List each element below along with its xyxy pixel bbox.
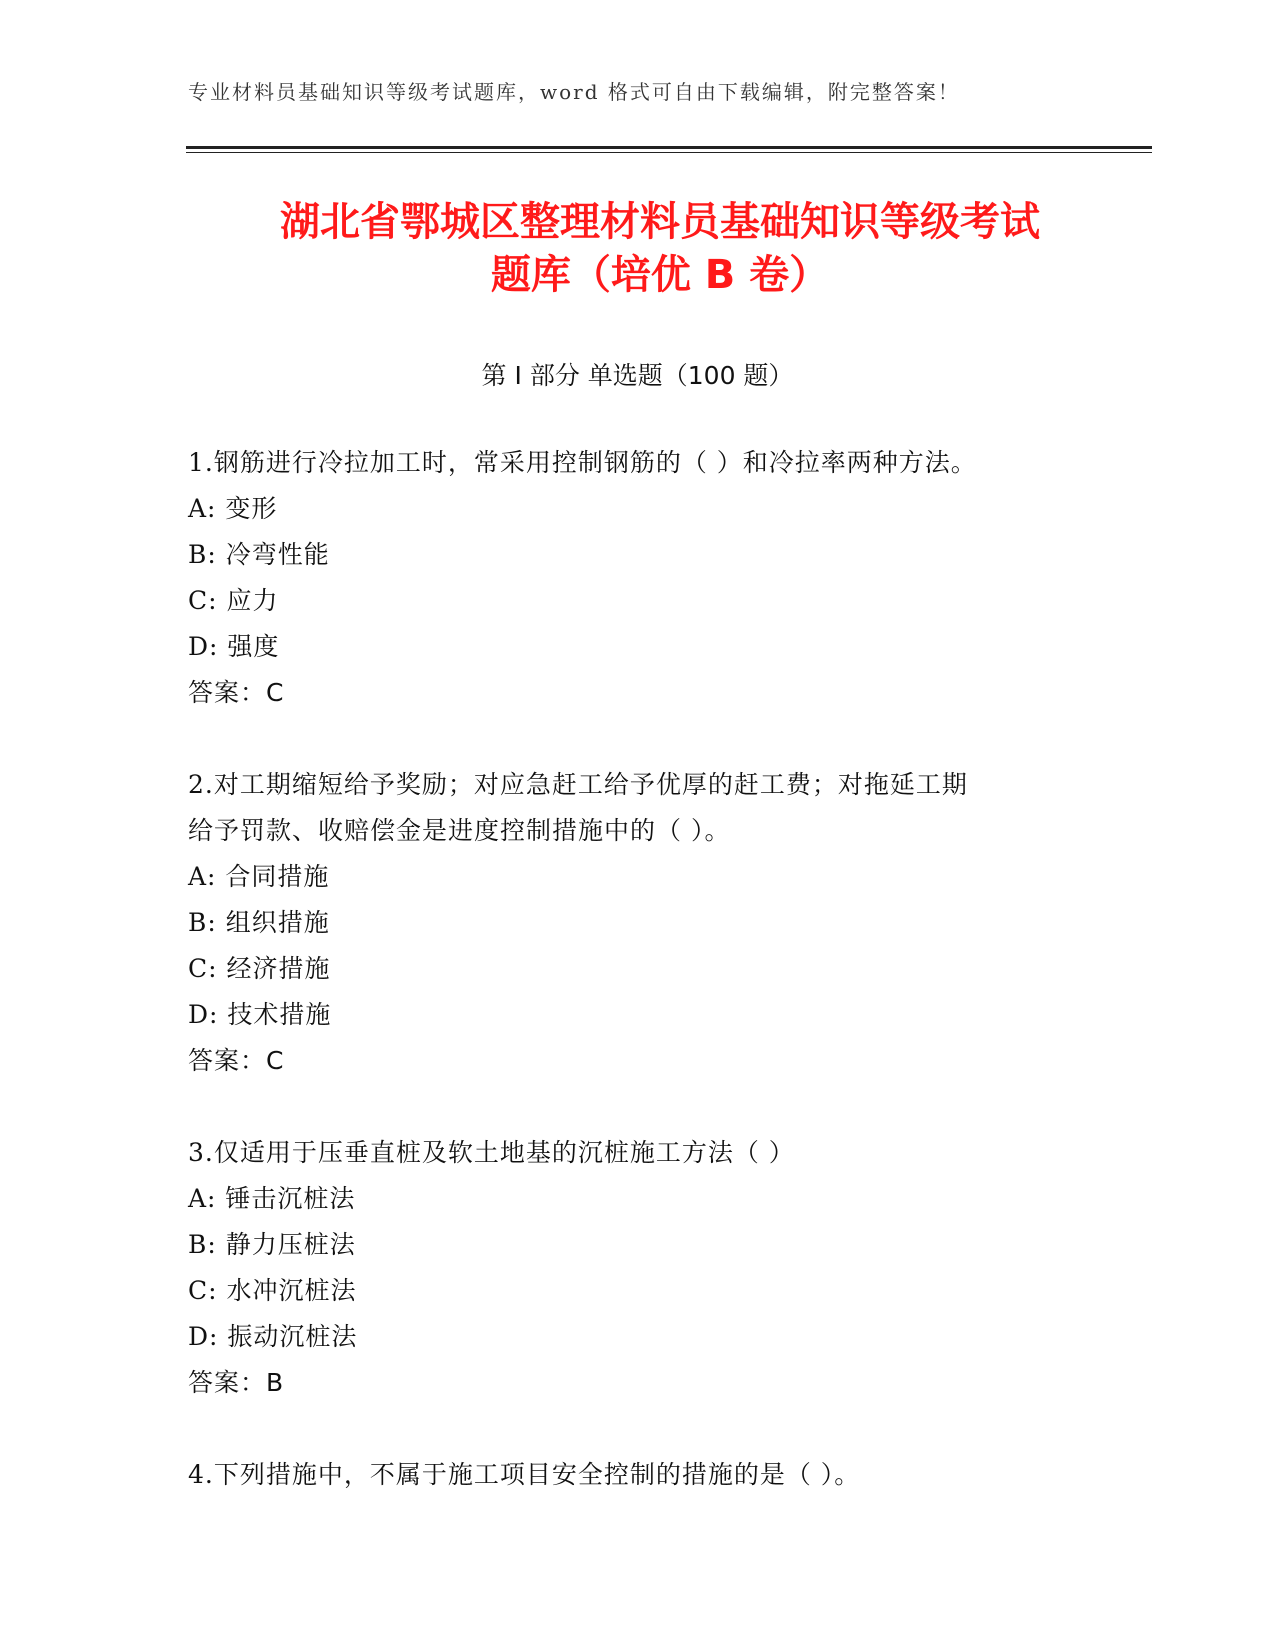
option-d: D: 强度 bbox=[188, 632, 280, 661]
question-3 bbox=[188, 1130, 1088, 1406]
question-2 bbox=[188, 762, 1088, 1084]
title-line-1: 湖北省鄂城区整理材料员基础知识等级考试 bbox=[280, 199, 1040, 245]
option-a: A: 变形 bbox=[188, 494, 278, 523]
option-d: D: 技术措施 bbox=[188, 1000, 332, 1029]
option-d: D: 振动沉桩法 bbox=[188, 1322, 358, 1351]
document-title bbox=[160, 196, 1160, 302]
question-text-line-2: 给予罚款、收赔偿金是进度控制措施中的（ ）。 bbox=[188, 816, 731, 845]
option-b: B: 冷弯性能 bbox=[188, 540, 330, 569]
question-1 bbox=[188, 440, 1088, 716]
option-c: C: 应力 bbox=[188, 586, 279, 615]
header-rule-thin bbox=[186, 152, 1152, 153]
option-b: B: 组织措施 bbox=[188, 908, 330, 937]
answer: 答案：B bbox=[188, 1368, 285, 1397]
question-4 bbox=[188, 1452, 1088, 1498]
question-text-line-1: 2.对工期缩短给予奖励；对应急赶工给予优厚的赶工费；对拖延工期 bbox=[188, 770, 968, 799]
question-text: 3.仅适用于压垂直桩及软土地基的沉桩施工方法（ ） bbox=[188, 1138, 795, 1167]
question-text: 1.钢筋进行冷拉加工时，常采用控制钢筋的（ ）和冷拉率两种方法。 bbox=[188, 448, 977, 477]
option-c: C: 经济措施 bbox=[188, 954, 331, 983]
option-c: C: 水冲沉桩法 bbox=[188, 1276, 357, 1305]
option-a: A: 锤击沉桩法 bbox=[188, 1184, 356, 1213]
page-header: 专业材料员基础知识等级考试题库，word 格式可自由下载编辑，附完整答案！ bbox=[188, 80, 960, 104]
option-b: B: 静力压桩法 bbox=[188, 1230, 356, 1259]
question-list bbox=[188, 440, 1088, 1498]
section-heading: 第 I 部分 单选题（100 题） bbox=[481, 361, 794, 390]
header-rule-thick bbox=[186, 146, 1152, 149]
answer: 答案：C bbox=[188, 678, 285, 707]
option-a: A: 合同措施 bbox=[188, 862, 330, 891]
title-line-2: 题库（培优 B 卷） bbox=[490, 252, 830, 298]
question-text: 4.下列措施中，不属于施工项目安全控制的措施的是（ ）。 bbox=[188, 1460, 861, 1489]
answer: 答案：C bbox=[188, 1046, 285, 1075]
